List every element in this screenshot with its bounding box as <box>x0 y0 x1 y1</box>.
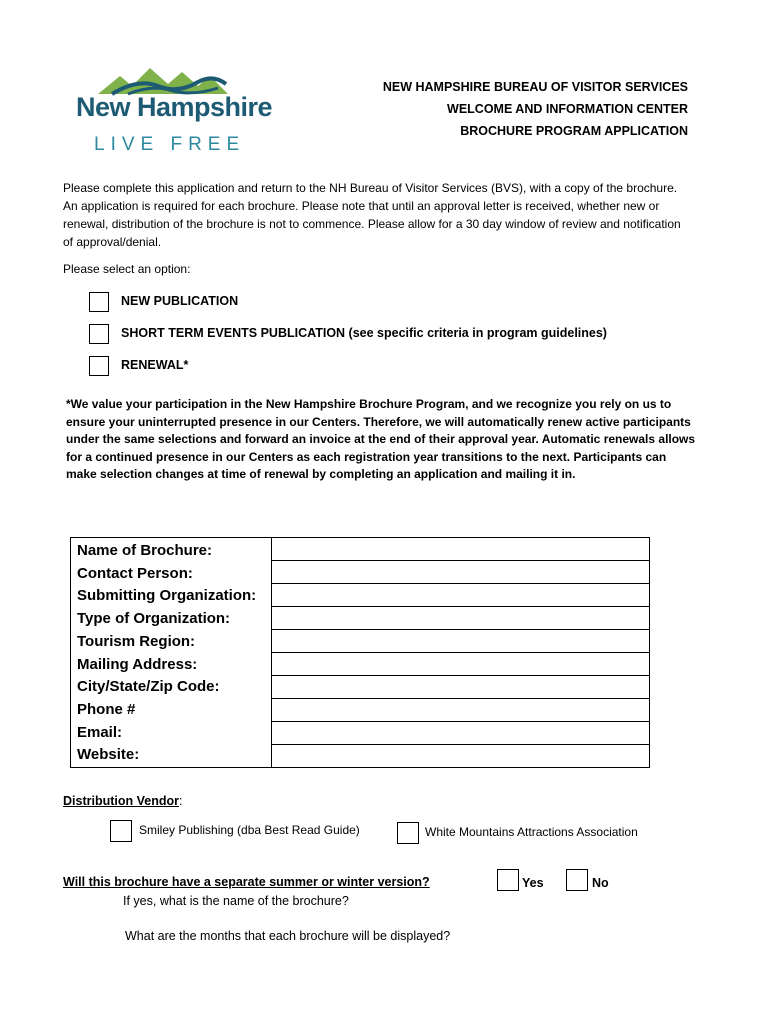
label-name-of-brochure: Name of Brochure: <box>77 542 213 559</box>
logo-tagline: LIVE FREE <box>94 134 246 155</box>
white-mountains-label: White Mountains Attractions Association <box>425 825 638 839</box>
header-line-2: WELCOME AND INFORMATION CENTER <box>447 102 688 116</box>
form-header <box>383 76 688 142</box>
contact-info-table <box>70 537 650 768</box>
yes-checkbox[interactable] <box>497 869 519 891</box>
website-field[interactable] <box>272 745 650 768</box>
intro-paragraph: Please complete this application and return to the NH Bureau of Visitor Services (BVS), with a copy of the brochure. An application is required for each brochure. Please note that until an approval letter is received, whether new or renewal, distribution of the brochure is not to commence. Please allow for a 30 day window of review and notification of approval/denial. <box>63 181 681 249</box>
renewal-checkbox[interactable] <box>89 356 109 376</box>
brochure-name-followup: If yes, what is the name of the brochure? <box>123 894 349 908</box>
display-months-question: What are the months that each brochure will be displayed? <box>125 929 451 943</box>
label-type-of-organization: Type of Organization: <box>77 610 231 628</box>
smiley-publishing-checkbox[interactable] <box>110 820 132 842</box>
submitting-organization-field[interactable] <box>272 584 650 607</box>
label-phone: Phone # <box>77 700 136 718</box>
header-line-1: NEW HAMPSHIRE BUREAU OF VISITOR SERVICES <box>382 80 688 94</box>
label-mailing-address: Mailing Address: <box>77 655 198 673</box>
renewal-label: RENEWAL* <box>121 358 189 372</box>
yes-label: Yes <box>522 876 544 890</box>
logo-wordmark: New Hampshire <box>76 92 273 122</box>
header-line-3: BROCHURE PROGRAM APPLICATION <box>460 124 688 138</box>
city-state-zip-field[interactable] <box>272 676 650 699</box>
phone-field[interactable] <box>272 699 650 722</box>
name-of-brochure-field[interactable] <box>272 538 650 561</box>
distribution-vendor-heading <box>63 794 182 808</box>
mailing-address-field[interactable] <box>272 653 650 676</box>
contact-person-field[interactable] <box>272 561 650 584</box>
distribution-vendor-title: Distribution Vendor <box>63 794 179 808</box>
short-term-events-label: SHORT TERM EVENTS PUBLICATION (see specific criteria in program guidelines) <box>121 326 607 340</box>
new-publication-label: NEW PUBLICATION <box>121 294 239 308</box>
email-field[interactable] <box>272 722 650 745</box>
select-option-label: Please select an option: <box>63 262 191 276</box>
label-submitting-organization: Submitting Organization: <box>77 587 257 605</box>
smiley-publishing-label: Smiley Publishing (dba Best Read Guide) <box>139 823 360 837</box>
no-label: No <box>592 876 609 890</box>
distribution-vendor-colon: : <box>178 794 183 808</box>
field-labels <box>71 538 272 768</box>
renewal-note: *We value your participation in the New Hampshire Brochure Program, and we recognize you rely on us to ensure your uninterrupted presence in our Centers. Therefore, we will automatically renew active participants under the same selections and forward an invoice at the end of their approval year. Automatic renewals allows for a continued presence in our Centers as each registration year transitions to the next. Participants can make selection changes at time of renewal by completing an application and mailing it in. <box>66 397 696 481</box>
type-of-organization-field[interactable] <box>272 607 650 630</box>
white-mountains-checkbox[interactable] <box>397 822 419 844</box>
label-tourism-region: Tourism Region: <box>77 632 196 650</box>
label-website: Website: <box>77 746 140 764</box>
tourism-region-field[interactable] <box>272 630 650 653</box>
label-city-state-zip: City/State/Zip Code: <box>77 678 220 696</box>
no-checkbox[interactable] <box>566 869 588 891</box>
label-contact-person: Contact Person: <box>77 564 193 582</box>
seasonal-version-question: Will this brochure have a separate summer or winter version? <box>63 875 430 889</box>
new-hampshire-logo <box>76 62 273 157</box>
label-email: Email: <box>77 723 123 741</box>
new-publication-checkbox[interactable] <box>89 292 109 312</box>
short-term-events-checkbox[interactable] <box>89 324 109 344</box>
